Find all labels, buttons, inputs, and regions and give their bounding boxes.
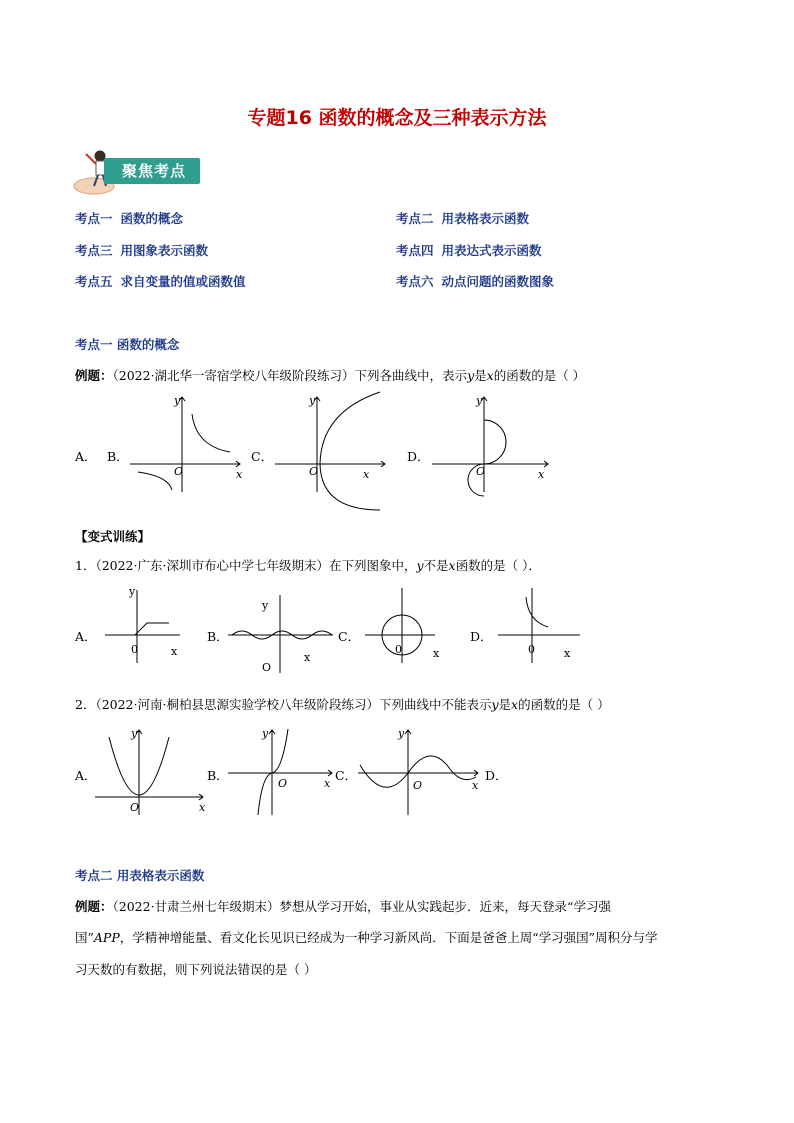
kaodian-item-1: 考点一 函数的概念	[75, 211, 184, 226]
svg-text:y: y	[174, 394, 181, 407]
q2-graph-parabola	[95, 725, 210, 815]
svg-text:x: x	[324, 777, 331, 790]
example-2-line-1: 例题：（2022·甘肃兰州七年级期末）梦想从学习开始，事业从实践起步．近来，每天登录“学习强	[75, 899, 611, 914]
badge-label: 聚焦考点	[104, 158, 200, 184]
svg-text:x: x	[304, 651, 311, 664]
svg-text:O: O	[130, 801, 140, 814]
svg-text:y: y	[129, 585, 136, 598]
option-a-label: A．	[75, 449, 97, 464]
svg-text:x: x	[472, 779, 479, 792]
svg-text:x: x	[538, 468, 545, 481]
q2-option-c-label: C．	[335, 768, 358, 783]
kaodian-item-2: 考点二 用表格表示函数	[396, 211, 530, 226]
svg-text:x: x	[564, 647, 571, 660]
svg-text:y: y	[309, 394, 316, 407]
svg-text:O: O	[476, 465, 486, 478]
svg-text:y: y	[262, 599, 269, 612]
svg-text:0: 0	[395, 643, 402, 656]
example-2-line-2: 国”APP，学精神增能量、看文化长见识已经成为一种学习新风尚．下面是爸爸上周“学习强国”周积分与学	[75, 930, 658, 945]
graph-hyperbola	[130, 392, 250, 492]
svg-text:0: 0	[131, 643, 138, 656]
svg-text:y: y	[131, 727, 138, 740]
svg-text:x: x	[433, 647, 440, 660]
q2-graph-sine	[358, 725, 483, 815]
svg-text:O: O	[262, 661, 272, 674]
q2-option-d-label: D．	[485, 768, 508, 783]
example-1-text: 例题：（2022·湖北华一寄宿学校八年级阶段练习）下列各曲线中，表示y是x的函数的是（ ）	[75, 368, 586, 383]
svg-text:y: y	[476, 394, 483, 407]
q1-graph-wave	[228, 595, 338, 675]
q1-option-c-label: C．	[338, 629, 361, 644]
section-heading-2: 考点二 用表格表示函数	[75, 868, 205, 883]
option-b-label: B．	[107, 449, 129, 464]
graph-sideways-parabola	[275, 392, 395, 492]
q1-option-a-label: A．	[75, 629, 97, 644]
svg-text:y: y	[262, 727, 269, 740]
section-heading-1: 考点一 函数的概念	[75, 337, 180, 352]
q1-option-d-label: D．	[470, 629, 493, 644]
focus-badge	[66, 146, 202, 198]
q1-graph-circle	[365, 585, 445, 665]
svg-text:x: x	[363, 468, 370, 481]
question-1-text: 1．（2022·广东·深圳市布心中学七年级期末）在下列图象中，y不是x函数的是（ ）．	[75, 558, 541, 573]
svg-text:O: O	[309, 465, 319, 478]
kaodian-item-6: 考点六 动点问题的函数图象	[396, 274, 555, 289]
example-2-line-3: 习天数的有数据，则下列说法错误的是（ ）	[75, 962, 317, 977]
q2-option-a-label: A．	[75, 768, 97, 783]
kaodian-item-4: 考点四 用表达式表示函数	[396, 243, 542, 258]
kaodian-item-5: 考点五 求自变量的值或函数值	[75, 274, 246, 289]
q1-option-b-label: B．	[207, 629, 229, 644]
svg-text:0: 0	[528, 643, 535, 656]
svg-text:x: x	[236, 468, 243, 481]
practice-heading: 【变式训练】	[75, 529, 151, 544]
q2-graph-cubic	[228, 725, 338, 815]
option-c-label: C．	[251, 449, 274, 464]
svg-text:O: O	[413, 779, 423, 792]
svg-text:y: y	[398, 727, 405, 740]
svg-text:x: x	[199, 801, 206, 814]
q1-graph-step	[105, 585, 185, 665]
q2-option-b-label: B．	[207, 768, 229, 783]
kaodian-item-3: 考点三 用图象表示函数	[75, 243, 209, 258]
q1-graph-curve	[498, 585, 588, 665]
page-title: 专题16 函数的概念及三种表示方法	[247, 107, 547, 129]
svg-text:x: x	[171, 645, 178, 658]
question-2-text: 2．（2022·河南·桐柏县思源实验学校八年级阶段练习）下列曲线中不能表示y是x的函数的是（ ）	[75, 697, 610, 712]
option-d-label: D．	[407, 449, 430, 464]
graph-semicircles	[432, 392, 552, 492]
svg-text:O: O	[278, 777, 288, 790]
svg-text:O: O	[174, 465, 184, 478]
